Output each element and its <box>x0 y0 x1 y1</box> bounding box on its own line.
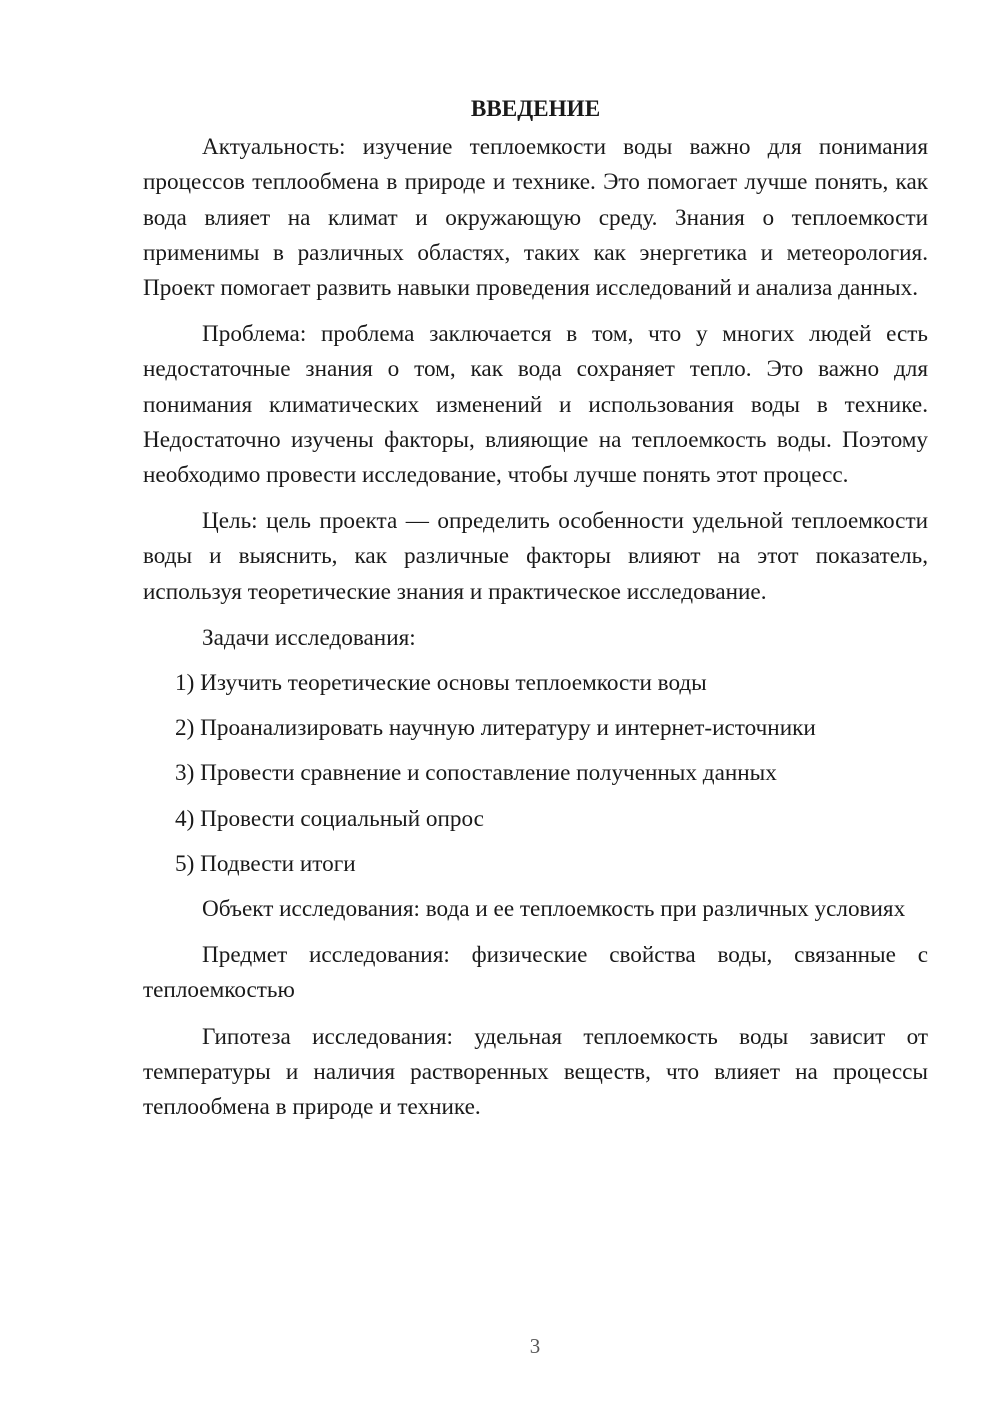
task-item-3: 3) Провести сравнение и сопоставление полученных данных <box>175 760 777 787</box>
tasks-heading: Задачи исследования: <box>202 624 416 651</box>
page-number: 3 <box>529 1334 541 1358</box>
paragraph-problem: Проблема: проблема заключается в том, что у многих людей есть недостаточные знания о том, как вода сохраняет тепло. Это важно для понимания климатических изменений и использования воды в технике. Недостаточно изучены факторы, влияющие на теплоемкость воды. Поэтому необходимо провести исследование, чтобы лучше понять этот процесс. <box>143 321 928 489</box>
task-list <box>143 666 928 882</box>
page-content <box>143 92 928 1136</box>
paragraph-goal: Цель: цель проекта — определить особенности удельной теплоемкости воды и выяснить, как различные факторы влияют на этот показатель, используя теоретические знания и практическое исследование. <box>143 508 928 605</box>
section-title: ВВЕДЕНИЕ <box>470 96 601 122</box>
paragraph-subject: Предмет исследования: физические свойства воды, связанные с теплоемкостью <box>143 942 928 1004</box>
paragraph-hypothesis: Гипотеза исследования: удельная теплоемкость воды зависит от температуры и наличия растворенных веществ, что влияет на процессы теплообмена в природе и технике. <box>143 1023 928 1121</box>
task-item-2: 2) Проанализировать научную литературу и интернет-источники <box>175 715 816 742</box>
task-item-5: 5) Подвести итоги <box>175 850 356 877</box>
task-item-4: 4) Провести социальный опрос <box>175 805 484 832</box>
paragraph-object: Объект исследования: вода и ее теплоемкость при различных условиях <box>202 896 906 923</box>
paragraph-relevance: Актуальность: изучение теплоемкости воды важно для понимания процессов теплообмена в природе и технике. Это помогает лучше понять, как вода влияет на климат и окружающую среду. Знания о теплоемкости применимы в различных областях, таких как энергетика и метеорология. Проект помогает развить навыки проведения исследований и анализа данных. <box>143 134 928 302</box>
task-item-1: 1) Изучить теоретические основы теплоемкости воды <box>175 670 707 697</box>
